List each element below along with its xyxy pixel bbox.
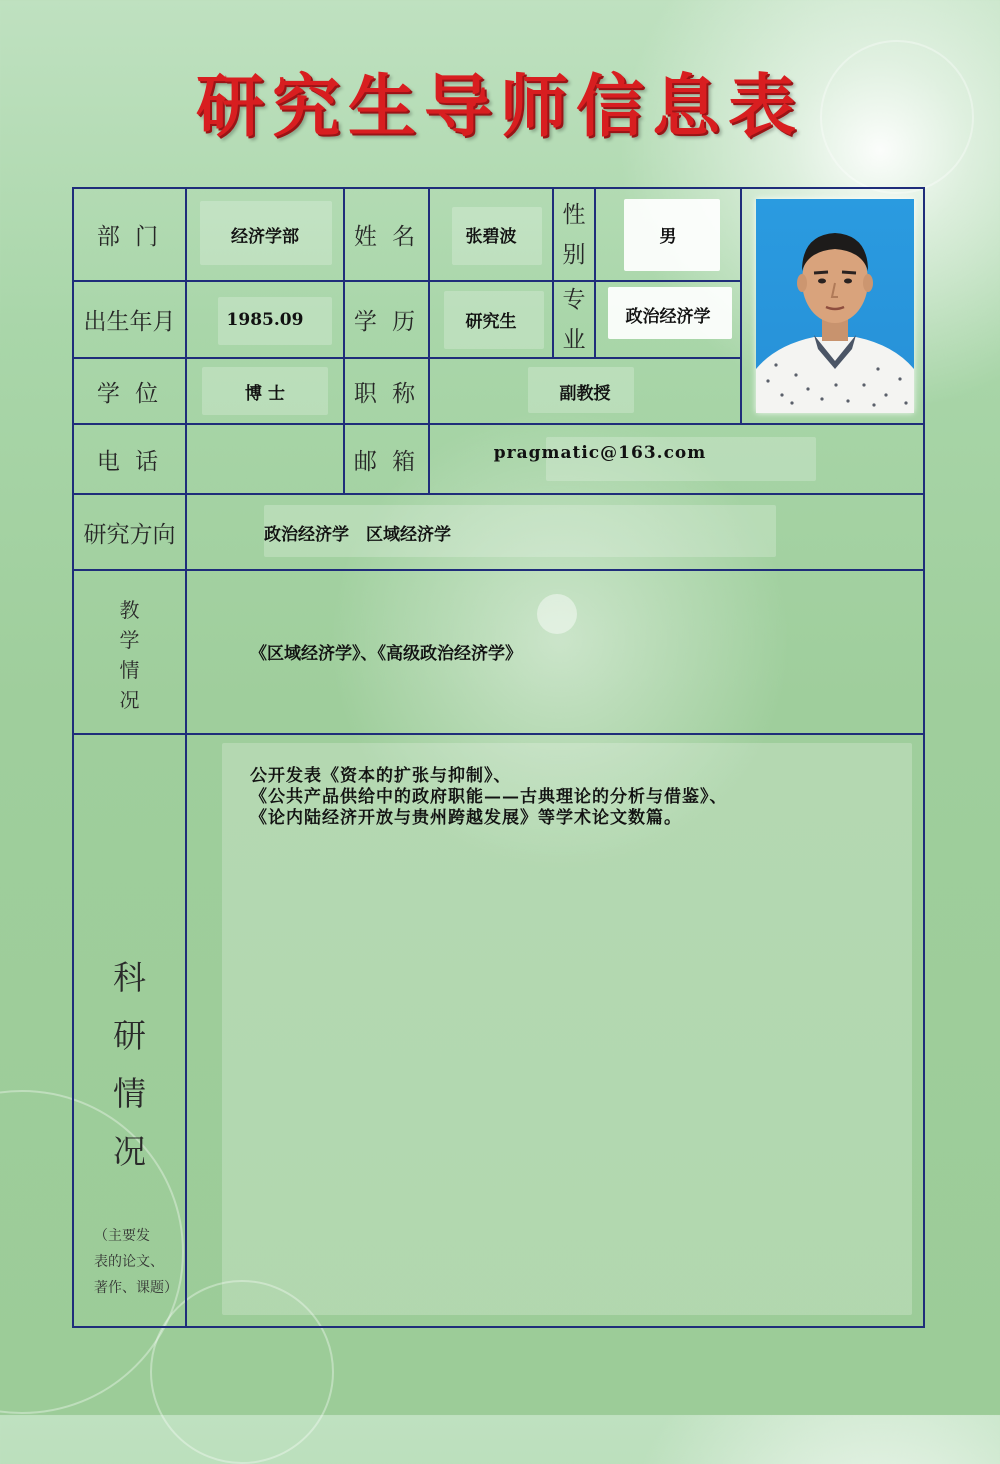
research-note (94, 1223, 184, 1301)
teaching-label-char: 教 (119, 598, 140, 622)
portrait-photo (756, 199, 914, 413)
research-publications (250, 766, 870, 829)
column-divider (740, 187, 742, 425)
research-note-line: （主要发 (94, 1228, 150, 1244)
page-title: 研究生导师信息表 (195, 67, 804, 147)
degree-label: 学 位 (96, 380, 163, 407)
education-value: 研究生 (465, 312, 517, 332)
name-value: 张碧波 (465, 227, 517, 247)
publication-line: 公开发表《资本的扩张与抑制》、 (250, 766, 512, 786)
teaching-label-char: 学 (119, 628, 140, 652)
major-label-char: 业 (562, 326, 586, 353)
department-label: 部 门 (96, 224, 163, 250)
phone-label: 电 话 (96, 448, 163, 475)
research-note-line: 表的论文、 (94, 1254, 164, 1270)
publication-line: 《公共产品供给中的政府职能——古典理论的分析与借鉴》、 (250, 787, 728, 807)
teaching-label (74, 595, 185, 715)
job-title-value: 副教授 (559, 383, 611, 404)
research-direction-value: 政治经济学 区域经济学 (264, 524, 451, 545)
research-label-char: 情 (113, 1074, 146, 1113)
research-direction-label: 研究方向 (83, 521, 176, 548)
info-table (72, 187, 925, 1328)
major-label-char: 专 (562, 286, 586, 313)
email-value: pragmatic@163.com (493, 443, 707, 463)
birth-label: 出生年月 (83, 309, 176, 335)
research-label-char: 况 (113, 1132, 146, 1171)
email-label: 邮 箱 (353, 448, 420, 475)
birth-value: 1985.09 (226, 309, 304, 330)
research-label-char: 科 (113, 958, 146, 997)
education-label: 学 历 (353, 309, 420, 335)
gender-label-char: 别 (562, 241, 586, 268)
research-label-char: 研 (113, 1016, 146, 1055)
teaching-value: 《区域经济学》、《高级政治经济学》 (250, 643, 522, 664)
teaching-label-char: 情 (119, 658, 140, 682)
phone-value (187, 425, 343, 493)
name-label: 姓 名 (353, 224, 420, 250)
job-title-label: 职 称 (353, 380, 420, 407)
teaching-label-char: 况 (119, 688, 140, 712)
research-note-line: 著作、课题） (94, 1280, 178, 1296)
publication-line: 《论内陆经济开放与贵州跨越发展》等学术论文数篇。 (250, 808, 682, 828)
portrait-icon (756, 199, 914, 413)
major-value: 政治经济学 (625, 307, 711, 327)
major-label (554, 282, 594, 357)
department-value: 经济学部 (231, 227, 299, 247)
research-label (74, 949, 185, 1181)
row-divider (72, 493, 925, 495)
degree-value: 博 士 (245, 383, 285, 404)
gender-label (554, 189, 594, 280)
gender-value: 男 (659, 227, 677, 247)
gender-label-char: 性 (562, 201, 586, 228)
row-divider (72, 733, 925, 735)
